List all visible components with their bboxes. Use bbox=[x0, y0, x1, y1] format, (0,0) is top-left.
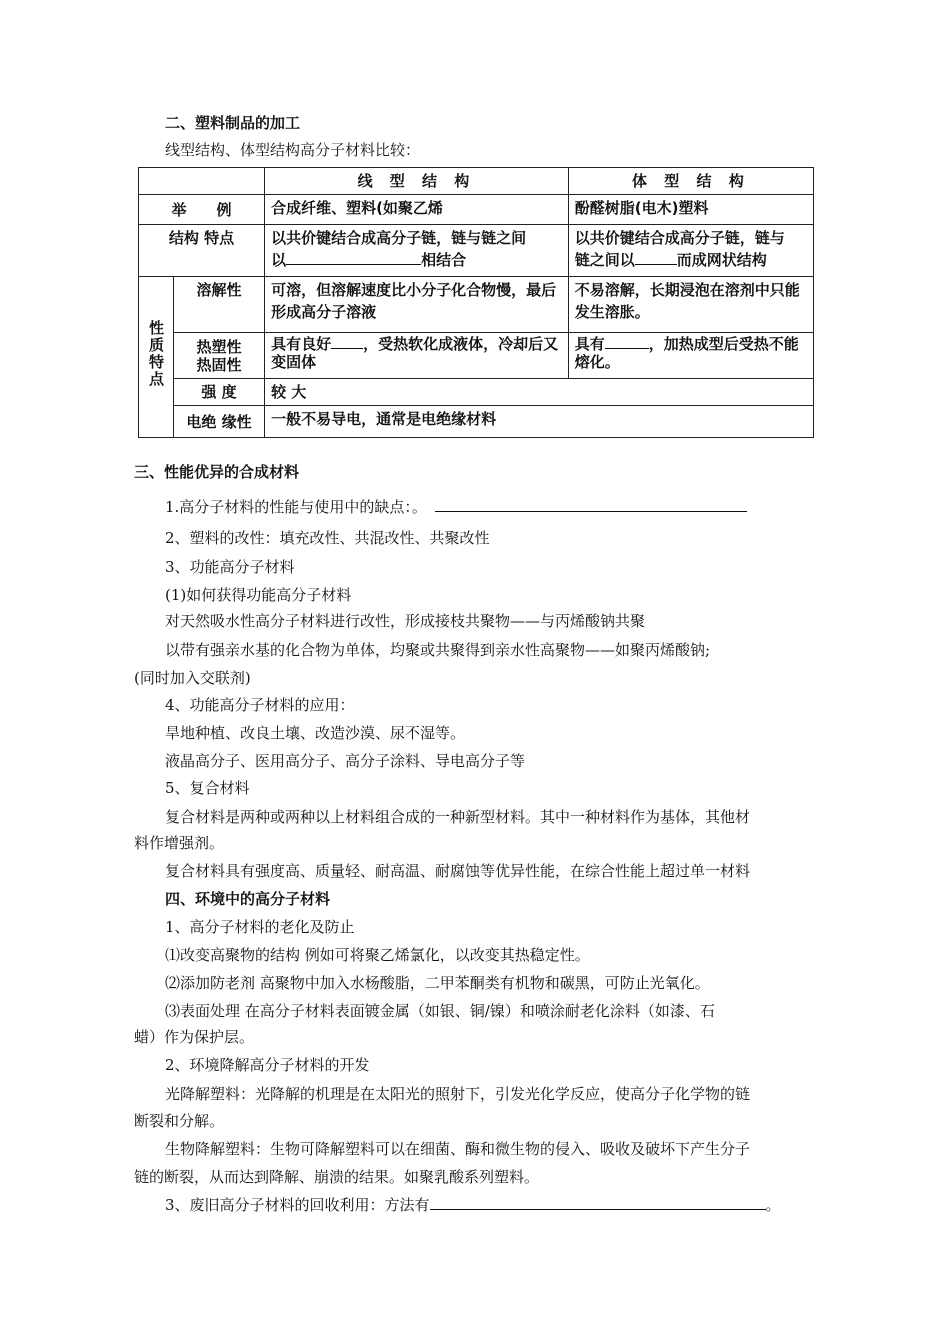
s3-line-14: 复合材料具有强度高、质量轻、耐高温、耐腐蚀等优异性能，在综合性能上超过单一材料 bbox=[165, 862, 751, 880]
solubility-linear: 可溶，但溶解速度比小分子化合物慢，最后形成高分子溶液 bbox=[265, 277, 569, 333]
s4-line-7: 光降解塑料：光降解的机理是在太阳光的照射下，引发光化学反应，使高分子化学物的链 bbox=[165, 1085, 751, 1103]
s3-line-12: 复合材料是两种或两种以上材料组合成的一种新型材料。其中一种材料作为基体，其他材 bbox=[165, 808, 751, 826]
s4-line-2: ⑴改变高聚物的结构 例如可将聚乙烯氯化，以改变其热稳定性。 bbox=[165, 946, 590, 964]
thermo-linear: 具有良好 ，受热软化成液体，冷却后又变固体 bbox=[265, 333, 569, 379]
structure-linear bbox=[265, 225, 569, 277]
example-linear: 合成纤维、塑料(如聚乙烯 bbox=[265, 195, 569, 225]
header-linear: 线 型 结 构 bbox=[265, 168, 569, 195]
row-label-example: 举 例 bbox=[139, 195, 265, 225]
solubility-network: 不易溶解，长期浸泡在溶剂中只能发生溶胀。 bbox=[568, 277, 813, 333]
row-label-strength: 强 度 bbox=[174, 379, 265, 406]
row-label-solubility: 溶解性 bbox=[174, 277, 265, 333]
s3-line-13: 料作增强剂。 bbox=[134, 834, 225, 852]
s4-line-10: 链的断裂，从而达到降解、崩溃的结果。如聚乳酸系列塑料。 bbox=[134, 1168, 540, 1186]
section-4-title: 四、环境中的高分子材料 bbox=[165, 890, 331, 908]
example-network: 酚醛树脂(电木)塑料 bbox=[568, 195, 813, 225]
comparison-intro: 线型结构、体型结构高分子材料比较： bbox=[165, 141, 421, 159]
s3-line-7: (同时加入交联剂) bbox=[134, 669, 251, 687]
s4-line-5: 蜡）作为保护层。 bbox=[134, 1028, 255, 1046]
s4-line-6: 2、环境降解高分子材料的开发 bbox=[165, 1056, 370, 1074]
s3-line-6: 以带有强亲水基的化合物为单体，均聚或共聚得到亲水性高聚物——如聚丙烯酸钠; bbox=[165, 641, 711, 659]
insulation-value: 一般不易导电，通常是电绝缘材料 bbox=[265, 406, 814, 438]
s3-line-4: (1)如何获得功能高分子材料 bbox=[165, 586, 352, 604]
structure-linear-line2: 以 相结合 bbox=[271, 251, 467, 269]
s3-line-8: 4、功能高分子材料的应用： bbox=[165, 696, 355, 714]
row-label-structure: 结构 特点 bbox=[139, 225, 265, 277]
header-network: 体 型 结 构 bbox=[568, 168, 813, 195]
s4-line-8: 断裂和分解。 bbox=[134, 1112, 225, 1130]
properties-label: 性质特点 bbox=[139, 277, 174, 438]
s3-line-9: 旱地种植、改良土壤、改造沙漠、尿不湿等。 bbox=[165, 724, 466, 742]
strength-value: 较 大 bbox=[265, 379, 814, 406]
section-2-title: 二、塑料制品的加工 bbox=[165, 114, 301, 132]
s4-line-3: ⑵添加防老剂 高聚物中加入水杨酸脂，二甲苯酮类有机物和碳黑，可防止光氧化。 bbox=[165, 974, 710, 992]
row-label-thermo: 热塑性 热固性 bbox=[174, 333, 265, 379]
structure-linear-line1: 以共价键结合成高分子链，链与链之间 bbox=[271, 229, 527, 247]
thermo-network: 具有 ，加热成型后受热不能熔化。 bbox=[568, 333, 813, 379]
comparison-table bbox=[138, 167, 814, 438]
s3-line-2: 2、塑料的改性：填充改性、共混改性、共聚改性 bbox=[165, 529, 490, 547]
s4-line-9: 生物降解塑料：生物可降解塑料可以在细菌、酶和微生物的侵入、吸收及破坏下产生分子 bbox=[165, 1140, 751, 1158]
section-3-title: 三、性能优异的合成材料 bbox=[134, 463, 300, 481]
structure-network-line1: 以共价键结合成高分子链，链与 bbox=[574, 229, 785, 247]
s4-line-1: 1、高分子材料的老化及防止 bbox=[165, 918, 355, 936]
structure-network-line2: 链之间以 而成网状结构 bbox=[574, 251, 767, 269]
s4-line-4: ⑶表面处理 在高分子材料表面镀金属（如银、铜/镍）和喷涂耐老化涂料（如漆、石 bbox=[165, 1002, 715, 1020]
s3-line-3: 3、功能高分子材料 bbox=[165, 558, 295, 576]
s4-line-11: 3、废旧高分子材料的回收利用：方法有 。 bbox=[165, 1196, 781, 1214]
header-corner bbox=[139, 168, 265, 195]
s3-line-10: 液晶高分子、医用高分子、高分子涂料、导电高分子等 bbox=[165, 752, 526, 770]
row-label-insulation: 电绝 缘性 bbox=[174, 406, 265, 438]
s3-line-11: 5、复合材料 bbox=[165, 779, 250, 797]
s3-line-1: 1.高分子材料的性能与使用中的缺点：。 bbox=[165, 496, 747, 517]
structure-network bbox=[568, 225, 813, 277]
s3-line-5: 对天然吸水性高分子材料进行改性，形成接枝共聚物——与丙烯酸钠共聚 bbox=[165, 612, 646, 630]
